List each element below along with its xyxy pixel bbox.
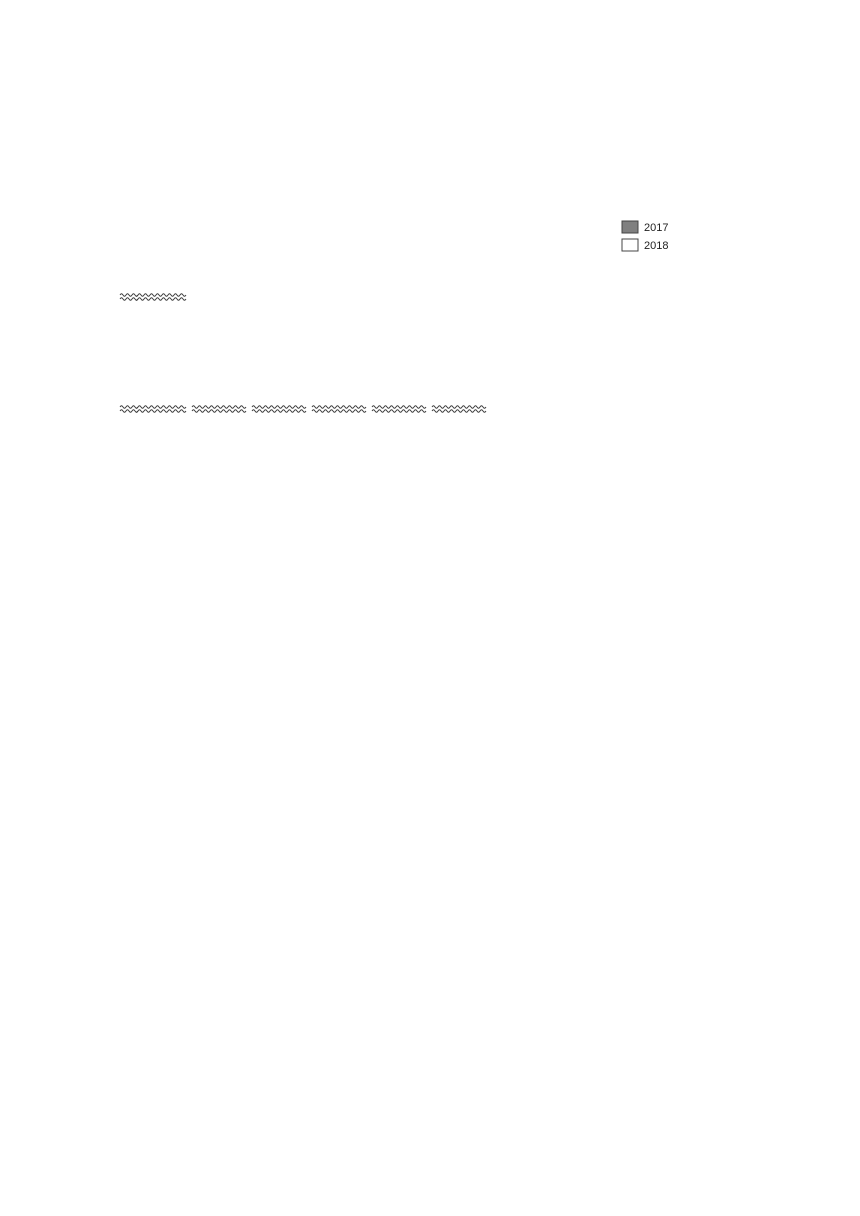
chart-svg <box>70 180 680 450</box>
legend-label-2017: 2017 <box>644 222 669 234</box>
chart-legend <box>622 221 668 252</box>
axis-breaks <box>120 293 486 413</box>
bar-chart <box>70 180 680 454</box>
legend-label-2018: 2018 <box>644 240 669 252</box>
legend-swatch-2018 <box>622 239 638 251</box>
legend-swatch-2017 <box>622 221 638 233</box>
